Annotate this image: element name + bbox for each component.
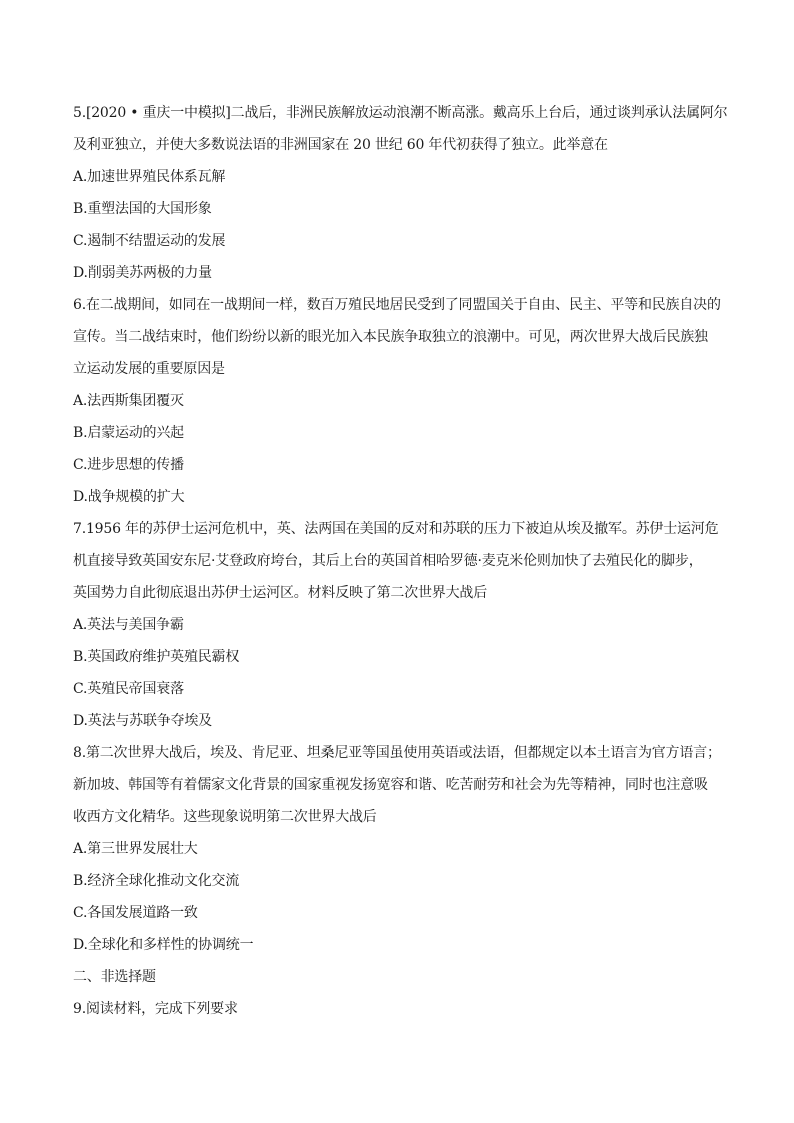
question-6-option-c: C.进步思想的传播 xyxy=(73,457,184,473)
question-8 xyxy=(73,737,733,961)
question-8-option-d: D.全球化和多样性的协调统一 xyxy=(73,937,254,953)
question-6-stem-line-3: 立运动发展的重要原因是 xyxy=(73,361,225,377)
question-7-stem-line-2: 机直接导致英国安东尼·艾登政府垮台，其后上台的英国首相哈罗德·麦克米伦则加快了去殖民化的脚步， xyxy=(73,553,703,569)
question-8-stem-line-1: 8.第二次世界大战后，埃及、肯尼亚、坦桑尼亚等国虽使用英语或法语，但都规定以本土语言为官方语言； xyxy=(73,745,721,761)
question-8-stem-line-3: 收西方文化精华。这些现象说明第二次世界大战后 xyxy=(73,809,377,825)
document-content xyxy=(73,97,733,1025)
question-7 xyxy=(73,513,733,737)
question-6-option-d: D.战争规模的扩大 xyxy=(73,489,185,505)
question-7-option-a: A.英法与美国争霸 xyxy=(73,617,184,633)
question-5-stem-line-2: 及利亚独立，并使大多数说法语的非洲国家在 20 世纪 60 年代初获得了独立。此举意在 xyxy=(73,137,608,153)
question-5-option-b: B.重塑法国的大国形象 xyxy=(73,201,212,217)
question-8-option-b: B.经济全球化推动文化交流 xyxy=(73,873,240,889)
question-8-stem-line-2: 新加坡、韩国等有着儒家文化背景的国家重视发扬宽容和谐、吃苦耐劳和社会为先等精神，同时也注意吸 xyxy=(73,777,708,793)
question-8-option-c: C.各国发展道路一致 xyxy=(73,905,198,921)
question-7-option-c: C.英殖民帝国衰落 xyxy=(73,681,184,697)
question-8-option-a: A.第三世界发展壮大 xyxy=(73,841,198,857)
question-5 xyxy=(73,97,733,289)
question-9-stem: 9.阅读材料，完成下列要求 xyxy=(73,1001,238,1017)
question-6-stem-line-1: 6.在二战期间，如同在一战期间一样，数百万殖民地居民受到了同盟国关于自由、民主、平等和民族自决的 xyxy=(73,297,721,313)
section-heading: 二、非选择题 xyxy=(73,969,156,985)
question-5-stem-line-1: 5.[2020 • 重庆一中模拟]二战后，非洲民族解放运动浪潮不断高涨。戴高乐上台后，通过谈判承认法属阿尔 xyxy=(73,105,728,121)
question-7-option-d: D.英法与苏联争夺埃及 xyxy=(73,713,212,729)
question-6-option-b: B.启蒙运动的兴起 xyxy=(73,425,184,441)
question-5-option-d: D.削弱美苏两极的力量 xyxy=(73,265,212,281)
question-6-option-a: A.法西斯集团覆灭 xyxy=(73,393,184,409)
question-5-option-a: A.加速世界殖民体系瓦解 xyxy=(73,169,226,185)
question-6-stem-line-2: 宣传。当二战结束时，他们纷纷以新的眼光加入本民族争取独立的浪潮中。可见，两次世界大战后民族独 xyxy=(73,329,708,345)
question-6 xyxy=(73,289,733,513)
question-7-stem-line-3: 英国势力自此彻底退出苏伊士运河区。材料反映了第二次世界大战后 xyxy=(73,585,487,601)
question-7-option-b: B.英国政府维护英殖民霸权 xyxy=(73,649,240,665)
question-7-stem-line-1: 7.1956 年的苏伊士运河危机中，英、法两国在美国的反对和苏联的压力下被迫从埃及撤军。苏伊士运河危 xyxy=(73,521,719,537)
question-5-option-c: C.遏制不结盟运动的发展 xyxy=(73,233,226,249)
